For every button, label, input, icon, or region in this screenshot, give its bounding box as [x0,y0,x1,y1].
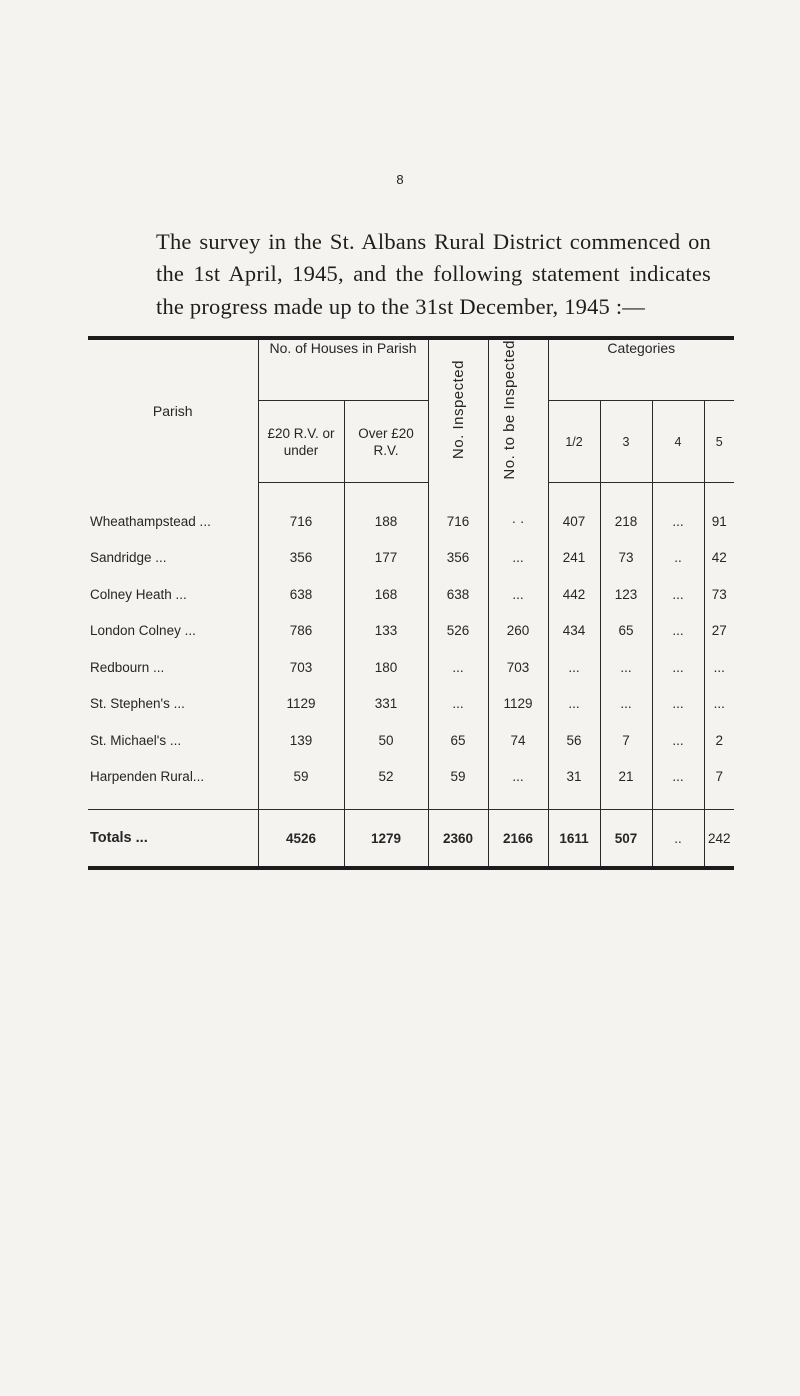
table-row [88,613,734,650]
under-20-value: 59 [258,759,344,810]
to-be-inspected-value: 1129 [488,686,548,723]
under-20-value: 638 [258,576,344,613]
to-be-inspected-value: ... [488,759,548,810]
to-be-inspected-value: · · [488,483,548,540]
category-5-value: 42 [704,540,734,577]
to-be-inspected-header-text: No. to be Inspected [501,340,519,480]
inspected-value: 65 [428,722,488,759]
total-category-3: 507 [600,810,652,869]
under-20-value: 786 [258,613,344,650]
to-be-inspected-header [488,338,548,483]
category-1-2-value: ... [548,686,600,723]
category-1-2-value: 241 [548,540,600,577]
inspected-header-text: No. Inspected [449,360,467,460]
to-be-inspected-value: 74 [488,722,548,759]
over-20-value: 50 [344,722,428,759]
category-1-2-value: 442 [548,576,600,613]
parish-name: Redbourn ... [90,659,165,675]
totals-label: Totals ... [88,810,258,869]
over-20-value: 168 [344,576,428,613]
category-4-value: ... [652,722,704,759]
category-3-value: ... [600,649,652,686]
over-20-value: 180 [344,649,428,686]
table-row [88,576,734,613]
table-row [88,483,734,540]
page-number: 8 [396,172,404,187]
inspected-value: 526 [428,613,488,650]
category-1-2-value: ... [548,649,600,686]
to-be-inspected-value: ... [488,540,548,577]
over-20-value: 177 [344,540,428,577]
to-be-inspected-value: 260 [488,613,548,650]
total-category-1-2: 1611 [548,810,600,869]
houses-group-header: No. of Houses in Parish [258,338,428,401]
under-20-value: 716 [258,483,344,540]
category-4-value: ... [652,759,704,810]
over-20-header: Over £20 R.V. [344,401,428,483]
category-3-value: 123 [600,576,652,613]
category-3-header: 3 [600,401,652,483]
survey-progress-table [88,336,734,870]
inspected-value: 356 [428,540,488,577]
under-20-value: 703 [258,649,344,686]
to-be-inspected-value: ... [488,576,548,613]
parish-name: St. Stephen's ... [90,696,185,712]
inspected-value: 716 [428,483,488,540]
category-5-value: 7 [704,759,734,810]
table-row [88,540,734,577]
category-3-value: ... [600,686,652,723]
category-4-value: ... [652,576,704,613]
category-3-value: 21 [600,759,652,810]
category-4-value: ... [652,649,704,686]
under-20-value: 356 [258,540,344,577]
category-5-value: ... [704,649,734,686]
category-5-value: 27 [704,613,734,650]
under-20-value: 1129 [258,686,344,723]
parish-name: London Colney ... [90,623,196,639]
inspected-value: 59 [428,759,488,810]
inspected-value: ... [428,686,488,723]
parish-name: St. Michael's ... [90,732,182,748]
total-to-be-inspected: 2166 [488,810,548,869]
table-row [88,759,734,810]
total-inspected: 2360 [428,810,488,869]
total-category-4: .. [652,810,704,869]
inspected-value: ... [428,649,488,686]
table-row [88,649,734,686]
table-row [88,686,734,723]
parish-name: Wheathampstead ... [90,513,211,529]
category-5-value: ... [704,686,734,723]
category-1-2-value: 407 [548,483,600,540]
inspected-header [428,338,488,483]
over-20-value: 331 [344,686,428,723]
parish-name: Sandridge ... [90,550,167,566]
category-4-value: .. [652,540,704,577]
category-3-value: 7 [600,722,652,759]
under-20-header: £20 R.V. or under [258,401,344,483]
categories-header: Categories [548,338,734,401]
category-4-value: ... [652,613,704,650]
over-20-value: 133 [344,613,428,650]
category-3-value: 65 [600,613,652,650]
over-20-value: 52 [344,759,428,810]
category-1-2-header: 1/2 [548,401,600,483]
to-be-inspected-value: 703 [488,649,548,686]
table-row [88,722,734,759]
over-20-value: 188 [344,483,428,540]
parish-name: Harpenden Rural... [90,769,205,785]
total-over-20: 1279 [344,810,428,869]
total-category-5: 242 [704,810,734,869]
category-5-value: 91 [704,483,734,540]
under-20-value: 139 [258,722,344,759]
category-4-value: ... [652,686,704,723]
intro-paragraph: The survey in the St. Albans Rural District commenced on the 1st April, 1945, and the following statement indicates the progress made up to the 31st December, 1945 :— [156,228,711,319]
totals-row [88,810,734,869]
category-1-2-value: 31 [548,759,600,810]
category-3-value: 73 [600,540,652,577]
category-5-header: 5 [704,401,734,483]
category-4-value: ... [652,483,704,540]
parish-header: Parish [152,403,193,420]
inspected-value: 638 [428,576,488,613]
parish-name: Colney Heath ... [90,586,187,602]
category-3-value: 218 [600,483,652,540]
total-under-20: 4526 [258,810,344,869]
category-1-2-value: 56 [548,722,600,759]
category-1-2-value: 434 [548,613,600,650]
category-5-value: 73 [704,576,734,613]
category-4-header: 4 [652,401,704,483]
category-5-value: 2 [704,722,734,759]
